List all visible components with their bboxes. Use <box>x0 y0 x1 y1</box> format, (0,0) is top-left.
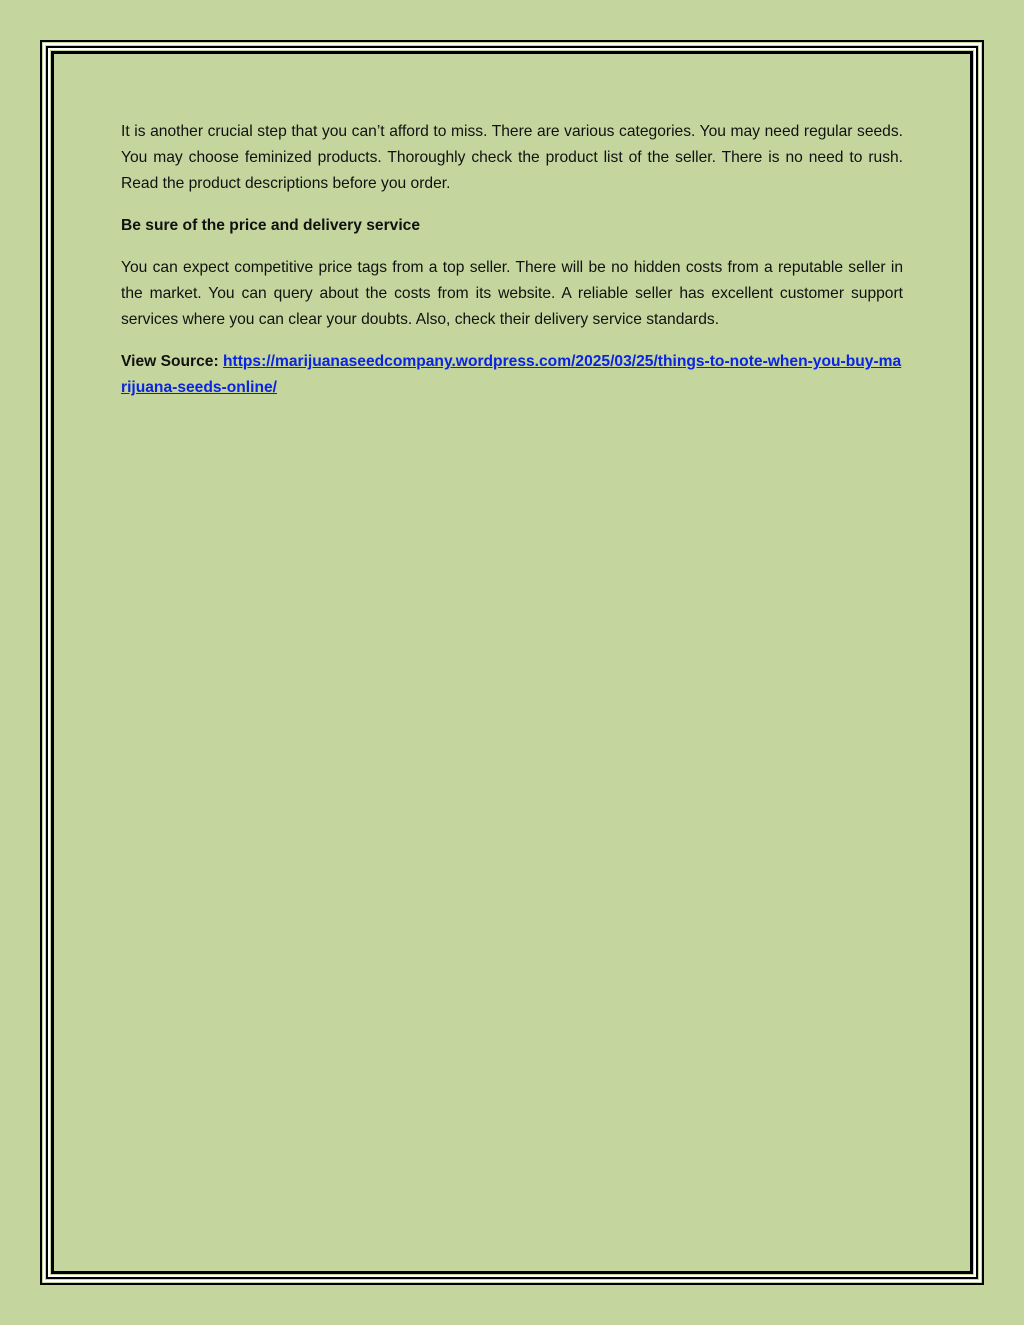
document-content <box>121 119 903 417</box>
source-link[interactable]: https://marijuanaseedcompany.wordpress.com/2025/03/25/things-to-note-when-you-buy-marijuana-seeds-online/ <box>121 353 902 396</box>
view-source-label: View Source: <box>121 353 219 370</box>
section-heading: Be sure of the price and delivery service <box>121 217 421 234</box>
paragraph-product-selection: It is another crucial step that you can’t afford to miss. There are various categories. You may need regular seeds. You may choose feminized products. Thoroughly check the product list of the seller. There is no need to rush. Read the product descriptions before you order. <box>121 123 903 192</box>
paragraph-price-delivery: You can expect competitive price tags from a top seller. There will be no hidden costs from a reputable seller in the market. You can query about the costs from its website. A reliable seller has excellent customer support services where you can clear your doubts. Also, check their delivery service standards. <box>121 259 903 328</box>
view-source <box>121 349 903 401</box>
